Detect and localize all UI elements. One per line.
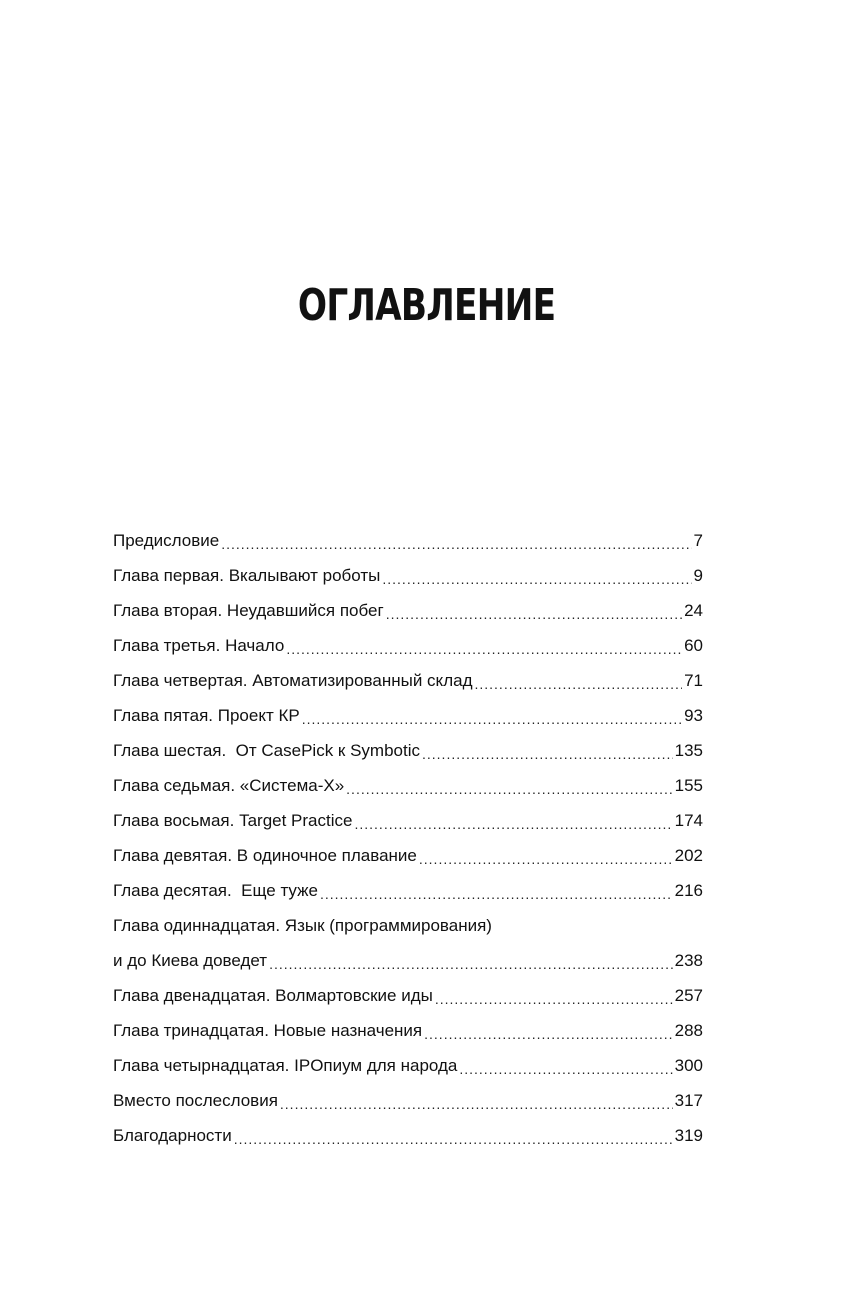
toc-entry-page: 60 — [684, 635, 703, 655]
toc-dot-leader — [269, 956, 673, 972]
toc-dot-leader — [280, 1096, 673, 1112]
toc-entry-label: Глава одиннадцатая. Язык (программирования) — [113, 915, 492, 935]
toc-entry-label: Предисловие — [113, 530, 220, 550]
toc-entry[interactable] — [113, 628, 703, 663]
toc-entry-label: Глава девятая. В одиночное плавание — [113, 845, 417, 865]
toc-dot-leader — [320, 886, 673, 902]
page-title: ОГЛАВЛЕНИЕ — [297, 280, 556, 331]
toc-entry-label: Глава третья. Начало — [113, 635, 285, 655]
toc-entry[interactable] — [113, 838, 703, 873]
toc-entry[interactable] — [113, 1048, 703, 1083]
toc-entry-label: Глава шестая. От CasePick к Symbotic — [113, 740, 420, 760]
toc-entry-label: Глава вторая. Неудавшийся побег — [113, 600, 384, 620]
toc-entry[interactable] — [113, 768, 703, 803]
toc-entry[interactable] — [113, 593, 703, 628]
toc-dot-leader — [422, 746, 673, 762]
toc-entry-page: 317 — [674, 1090, 703, 1110]
toc-dot-leader — [354, 816, 672, 832]
table-of-contents — [113, 523, 703, 1153]
toc-dot-leader — [474, 676, 682, 692]
toc-entry[interactable] — [113, 1013, 703, 1048]
toc-entry[interactable] — [113, 908, 703, 978]
toc-entry-label: Глава двенадцатая. Волмартовские иды — [113, 985, 433, 1005]
toc-entry-page: 257 — [674, 985, 703, 1005]
toc-entry-line-2 — [113, 943, 703, 978]
toc-entry-label: Глава тринадцатая. Новые назначения — [113, 1020, 423, 1040]
toc-entry[interactable] — [113, 978, 703, 1013]
toc-entry-label: Глава первая. Вкалывают роботы — [113, 565, 381, 585]
toc-entry-page: 71 — [684, 670, 703, 690]
toc-entry[interactable] — [113, 558, 703, 593]
toc-entry[interactable] — [113, 1083, 703, 1118]
toc-entry[interactable] — [113, 1118, 703, 1153]
toc-entry-page: 202 — [674, 845, 703, 865]
toc-dot-leader — [382, 571, 691, 587]
toc-entry-page: 135 — [674, 740, 703, 760]
toc-entry-label: Вместо послесловия — [113, 1090, 278, 1110]
toc-entry-label: Глава десятая. Еще туже — [113, 880, 318, 900]
toc-entry-label: Глава пятая. Проект КР — [113, 705, 300, 725]
toc-dot-leader — [221, 536, 691, 552]
toc-dot-leader — [435, 991, 673, 1007]
toc-dot-leader — [419, 851, 673, 867]
toc-entry-label: Глава четвертая. Автоматизированный склад — [113, 670, 473, 690]
toc-entry-page: 93 — [684, 705, 703, 725]
toc-entry-page: 319 — [674, 1125, 703, 1145]
toc-entry[interactable] — [113, 523, 703, 558]
toc-entry-label: Благодарности — [113, 1125, 232, 1145]
toc-dot-leader — [346, 781, 672, 797]
toc-entry[interactable] — [113, 663, 703, 698]
toc-entry-page: 216 — [674, 880, 703, 900]
toc-entry-page: 174 — [674, 810, 703, 830]
toc-entry-page: 7 — [693, 530, 703, 550]
toc-dot-leader — [234, 1131, 673, 1147]
toc-dot-leader — [386, 606, 682, 622]
toc-dot-leader — [459, 1061, 672, 1077]
toc-entry-page: 24 — [684, 600, 703, 620]
toc-entry[interactable] — [113, 733, 703, 768]
toc-entry[interactable] — [113, 698, 703, 733]
toc-entry-page: 155 — [674, 775, 703, 795]
toc-entry-page: 300 — [674, 1055, 703, 1075]
toc-entry-page: 238 — [674, 950, 703, 970]
toc-dot-leader — [286, 641, 682, 657]
toc-dot-leader — [302, 711, 682, 727]
toc-entry-page: 288 — [674, 1020, 703, 1040]
toc-entry-label: Глава седьмая. «Система-X» — [113, 775, 345, 795]
toc-entry-page: 9 — [693, 565, 703, 585]
toc-entry-label: Глава четырнадцатая. IPОпиум для народа — [113, 1055, 458, 1075]
toc-entry[interactable] — [113, 803, 703, 838]
toc-entry-line-1 — [113, 908, 703, 943]
toc-entry[interactable] — [113, 873, 703, 908]
toc-dot-leader — [424, 1026, 672, 1042]
toc-entry-label: Глава восьмая. Target Practice — [113, 810, 353, 830]
toc-entry-label-continued: и до Киева доведет — [113, 950, 268, 970]
